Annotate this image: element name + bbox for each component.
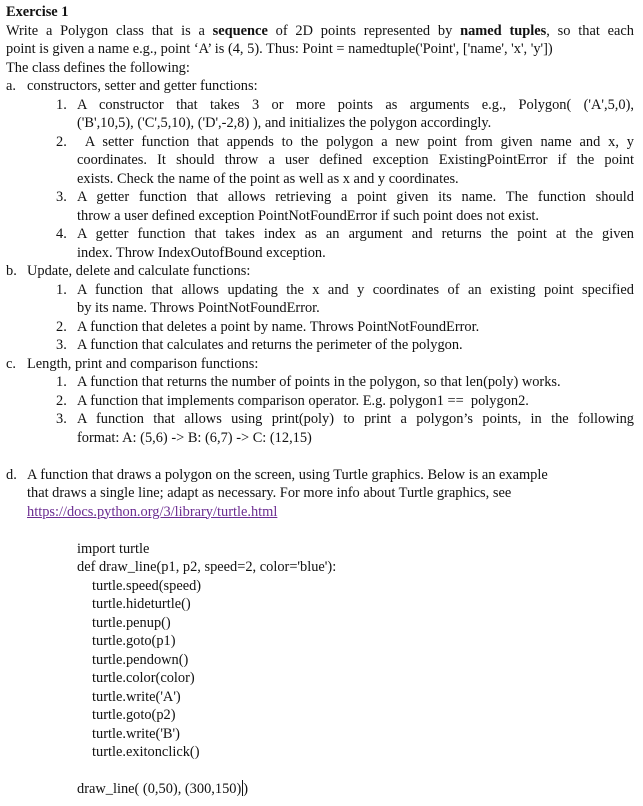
list-item: 1. A constructor that takes 3 or more points as arguments e.g., Polygon( ('A',5,0), ('B',10,5), ('C',5,10), ('D',-2,8) ), and initializes the polygon accordingly. (56, 96, 634, 131)
turtle-docs-link[interactable]: https://docs.python.org/3/library/turtle.html (27, 503, 278, 520)
code-line: def draw_line(p1, p2, speed=2, color='blue'): (77, 559, 337, 575)
section-b-heading: b. Update, delete and calculate functions: (6, 263, 251, 279)
code-block (77, 540, 634, 799)
section-a-heading: a. constructors, setter and getter functions: (6, 78, 258, 94)
code-call-line: draw_line( (0,50), (300,150) ) (77, 781, 249, 797)
section-c-heading: c. Length, print and comparison functions: (6, 355, 259, 372)
list-item: 2. A function that implements comparison operator. E.g. polygon1 == polygon2. (56, 392, 529, 409)
code-line: turtle.speed(speed) (92, 577, 202, 594)
section-d-label: d. (6, 466, 17, 483)
list-item: 4. A getter function that takes index as an argument and returns the point at the given index. Throw IndexOutofBound exception. (56, 226, 634, 261)
section-a-label: a. (6, 78, 16, 94)
document-page (6, 3, 634, 799)
code-line: turtle.color(color) (92, 670, 195, 686)
section-d-line-2: that draws a single line; adapt as necessary. For more info about Turtle graphics, see (27, 485, 512, 501)
list-item: 1. A function that allows updating the x and y coordinates of an existing point specified by its name. Throws PointNotFoundError. (56, 281, 634, 316)
code-line: turtle.goto(p1) (92, 633, 176, 649)
section-b-label: b. (6, 263, 17, 279)
intro-line-2: point is given a name e.g., point ‘A’ is (4, 5). Thus: Point = namedtuple('Point', ['name', 'x', 'y']) (6, 41, 553, 57)
section-d-line-1: A function that draws a polygon on the screen, using Turtle graphics. Below is an example (27, 466, 548, 483)
code-line: turtle.goto(p2) (92, 707, 176, 723)
code-line: turtle.hideturtle() (92, 596, 191, 612)
intro-line-3: The class defines the following: (6, 59, 190, 76)
code-line: turtle.write('A') (92, 688, 181, 705)
code-line: import turtle (77, 540, 150, 557)
section-b-list (56, 281, 634, 355)
list-item: 3. A function that calculates and returns the perimeter of the polygon. (56, 337, 463, 353)
section-d (6, 466, 634, 522)
code-line: turtle.write('B') (92, 725, 180, 742)
list-item: 3. A function that allows using print(poly) to print a polygon’s points, in the following format: A: (5,6) -> B: (6,7) -> C: (12,15) (56, 411, 634, 446)
section-c-label: c. (6, 355, 16, 372)
code-line: turtle.exitonclick() (92, 744, 200, 760)
exercise-title: Exercise 1 (6, 4, 69, 20)
section-c-list (56, 373, 634, 447)
intro-line-1: Write a Polygon class that is a sequence of 2D points represented by named tuples, so that each (6, 22, 634, 39)
list-item: 3. A getter function that allows retrieving a point given its name. The function should throw a user defined exception PointNotFoundError if such point does not exist. (56, 189, 634, 224)
section-a-list (56, 96, 634, 263)
bold-sequence: sequence (212, 22, 268, 39)
code-line: turtle.penup() (92, 614, 171, 631)
code-line: turtle.pendown() (92, 651, 189, 668)
list-item: 2. A setter function that appends to the polygon a new point from given name and x, y coordinates. It should throw a user defined exception ExistingPointError if the point exists. Check the name of the point as well as x and y coordinates. (56, 133, 634, 187)
bold-named-tuples: named tuples (460, 22, 547, 39)
list-item: 2. A function that deletes a point by name. Throws PointNotFoundError. (56, 318, 480, 335)
list-item: 1. A function that returns the number of points in the polygon, so that len(poly) works. (56, 374, 561, 390)
